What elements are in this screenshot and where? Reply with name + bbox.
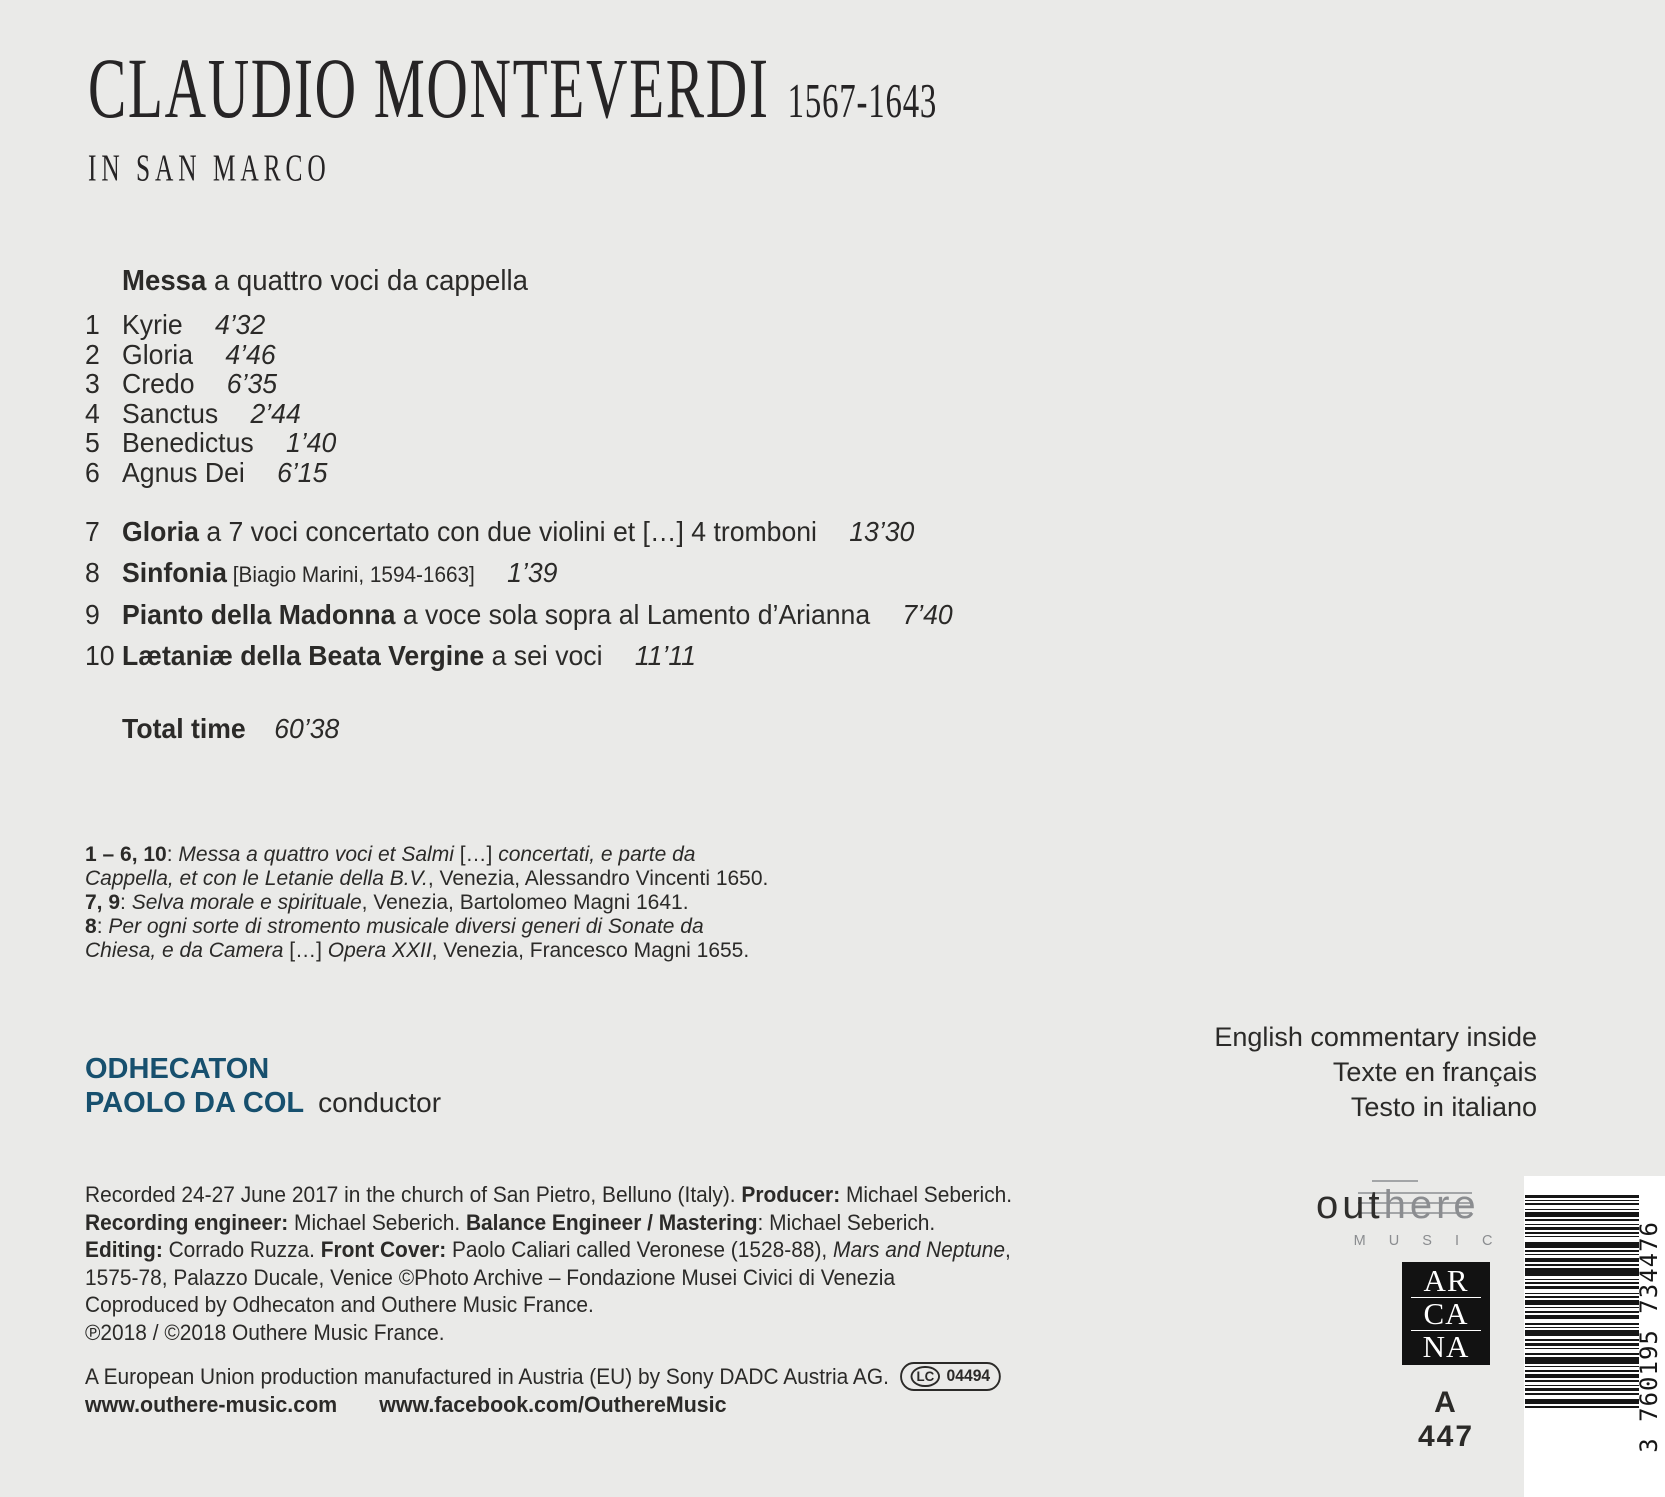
- credit-line: Editing: Corrado Ruzza. Front Cover: Paolo Caliari called Veronese (1528-88), Mars and Neptune,: [85, 1237, 1011, 1262]
- website-links: [85, 1392, 763, 1418]
- track-row: [85, 369, 953, 399]
- catalog-number: A 447: [1417, 1386, 1475, 1453]
- lc-icon: LC: [911, 1366, 940, 1387]
- arcana-logo-row: CA: [1411, 1298, 1481, 1331]
- track-duration: 1’40: [285, 427, 337, 458]
- language-notes: [1214, 1020, 1537, 1125]
- track-row: [85, 399, 953, 429]
- track-duration: 4’46: [225, 338, 276, 370]
- total-time-label: Total time: [122, 713, 246, 744]
- track-duration: 7’40: [902, 599, 953, 630]
- credit-line: ℗2018 / ©2018 Outhere Music France.: [85, 1319, 445, 1345]
- track-number: 7: [85, 516, 100, 547]
- composer-dates: 1567-1643: [787, 73, 938, 129]
- production-text: A European Union production manufactured in Austria (EU) by Sony DADC Austria AG.: [85, 1363, 889, 1389]
- tracklist: [85, 266, 953, 744]
- outhere-wordmark-dark: out: [1316, 1183, 1384, 1227]
- track-title: Kyrie: [122, 309, 183, 340]
- track-row: [85, 458, 953, 488]
- conductor-row: [85, 1086, 441, 1120]
- credit-line: Recorded 24-27 June 2017 in the church of San Pietro, Belluno (Italy). Producer: Michael Seberich.: [85, 1182, 1013, 1207]
- track-row: [85, 517, 953, 547]
- track-number: 2: [85, 338, 100, 370]
- track-number: 10: [85, 639, 115, 671]
- outhere-website-link[interactable]: www.outhere-music.com: [85, 1392, 338, 1417]
- credits-block: [85, 1181, 1012, 1346]
- track-duration: 6’35: [226, 368, 278, 399]
- outhere-music-caption: M U S I C: [1353, 1233, 1502, 1249]
- track-duration: 1’39: [507, 556, 558, 588]
- track-number: 6: [85, 456, 100, 488]
- track-row: [85, 558, 953, 590]
- track-number: 3: [85, 368, 100, 399]
- track-row: [85, 600, 953, 630]
- header: [88, 42, 938, 190]
- arcana-label-logo: [1402, 1262, 1490, 1365]
- source-line: 1 – 6, 10: Messa a quattro voci et Salmi […] concertati, e parte da: [85, 843, 696, 866]
- track-row: [85, 340, 953, 370]
- outhere-wordmark: [1316, 1183, 1494, 1227]
- source-line: 8: Per ogni sorte di stromento musicale diversi generi di Sonate da: [85, 915, 704, 938]
- track-title: Credo: [122, 368, 195, 399]
- barcode-number: 3 760195 734476: [1635, 1221, 1663, 1453]
- track-title: Gloria a 7 voci concertato con due violini et […] 4 tromboni: [122, 516, 817, 547]
- source-line: Cappella, et con le Letanie della B.V., Venezia, Alessandro Vincenti 1650.: [85, 867, 769, 890]
- total-time-row: [122, 714, 953, 744]
- track-number: 5: [85, 427, 100, 458]
- track-number: 9: [85, 599, 100, 630]
- track-duration: 4’32: [214, 309, 266, 340]
- conductor-role: conductor: [318, 1087, 442, 1118]
- track-row: [85, 310, 953, 340]
- arcana-logo-row: NA: [1422, 1328, 1470, 1364]
- conductor-name: PAOLO DA COL: [85, 1087, 305, 1119]
- credit-line: Coproduced by Odhecaton and Outhere Music France.: [85, 1292, 594, 1317]
- track-duration: 11’11: [634, 639, 696, 671]
- arcana-logo-row: AR: [1411, 1265, 1481, 1298]
- lc-label-badge: [900, 1362, 1000, 1391]
- production-note: [85, 1362, 1001, 1391]
- track-number: 4: [85, 397, 100, 429]
- track-title: Lætaniæ della Beata Vergine a sei voci: [122, 639, 603, 671]
- source-line: Chiesa, e da Camera […] Opera XXII, Venezia, Francesco Magni 1655.: [85, 939, 750, 962]
- credit-line: 1575-78, Palazzo Ducale, Venice ©Photo Archive – Fondazione Musei Civici di Venezia: [85, 1264, 896, 1290]
- outhere-wordmark-gray: here: [1383, 1183, 1480, 1227]
- artists-block: [85, 1053, 441, 1120]
- composer-name: CLAUDIO MONTEVERDI: [88, 42, 770, 137]
- track-title: Sinfonia [Biagio Marini, 1594-1663]: [122, 556, 475, 588]
- mass-section-title: Messa a quattro voci da cappella: [122, 265, 528, 297]
- barcode-bars: [1525, 1195, 1639, 1408]
- track-title: Sanctus: [122, 397, 219, 429]
- track-number: 1: [85, 309, 100, 340]
- language-note: Testo in italiano: [1350, 1092, 1537, 1122]
- track-title: Benedictus: [122, 427, 254, 458]
- track-number: 8: [85, 556, 100, 588]
- composer-row: [88, 42, 938, 137]
- total-time-value: 60’38: [274, 713, 340, 744]
- credit-line: Recording engineer: Michael Seberich. Balance Engineer / Mastering: Michael Seberich.: [85, 1209, 936, 1235]
- album-title: IN SAN MARCO: [88, 145, 331, 189]
- facebook-link[interactable]: www.facebook.com/OuthereMusic: [379, 1392, 727, 1417]
- barcode: [1524, 1176, 1665, 1497]
- track-rows: [85, 310, 953, 670]
- ensemble-name: ODHECATON: [85, 1053, 270, 1085]
- source-publication-notes: [85, 843, 768, 963]
- language-note: English commentary inside: [1214, 1022, 1537, 1052]
- track-row: [85, 641, 953, 671]
- track-title: Agnus Dei: [122, 456, 245, 488]
- track-row: [85, 428, 953, 458]
- track-duration: 6’15: [277, 456, 328, 488]
- source-line: 7, 9: Selva morale e spirituale, Venezia, Bartolomeo Magni 1641.: [85, 891, 689, 914]
- outhere-music-logo: [1316, 1183, 1502, 1249]
- track-duration: 2’44: [250, 397, 301, 429]
- track-title: Pianto della Madonna a voce sola sopra al Lamento d’Arianna: [122, 599, 871, 630]
- track-title: Gloria: [122, 338, 194, 370]
- language-note: Texte en français: [1332, 1057, 1537, 1087]
- lc-number: 04494: [946, 1367, 991, 1385]
- track-duration: 13’30: [849, 516, 915, 547]
